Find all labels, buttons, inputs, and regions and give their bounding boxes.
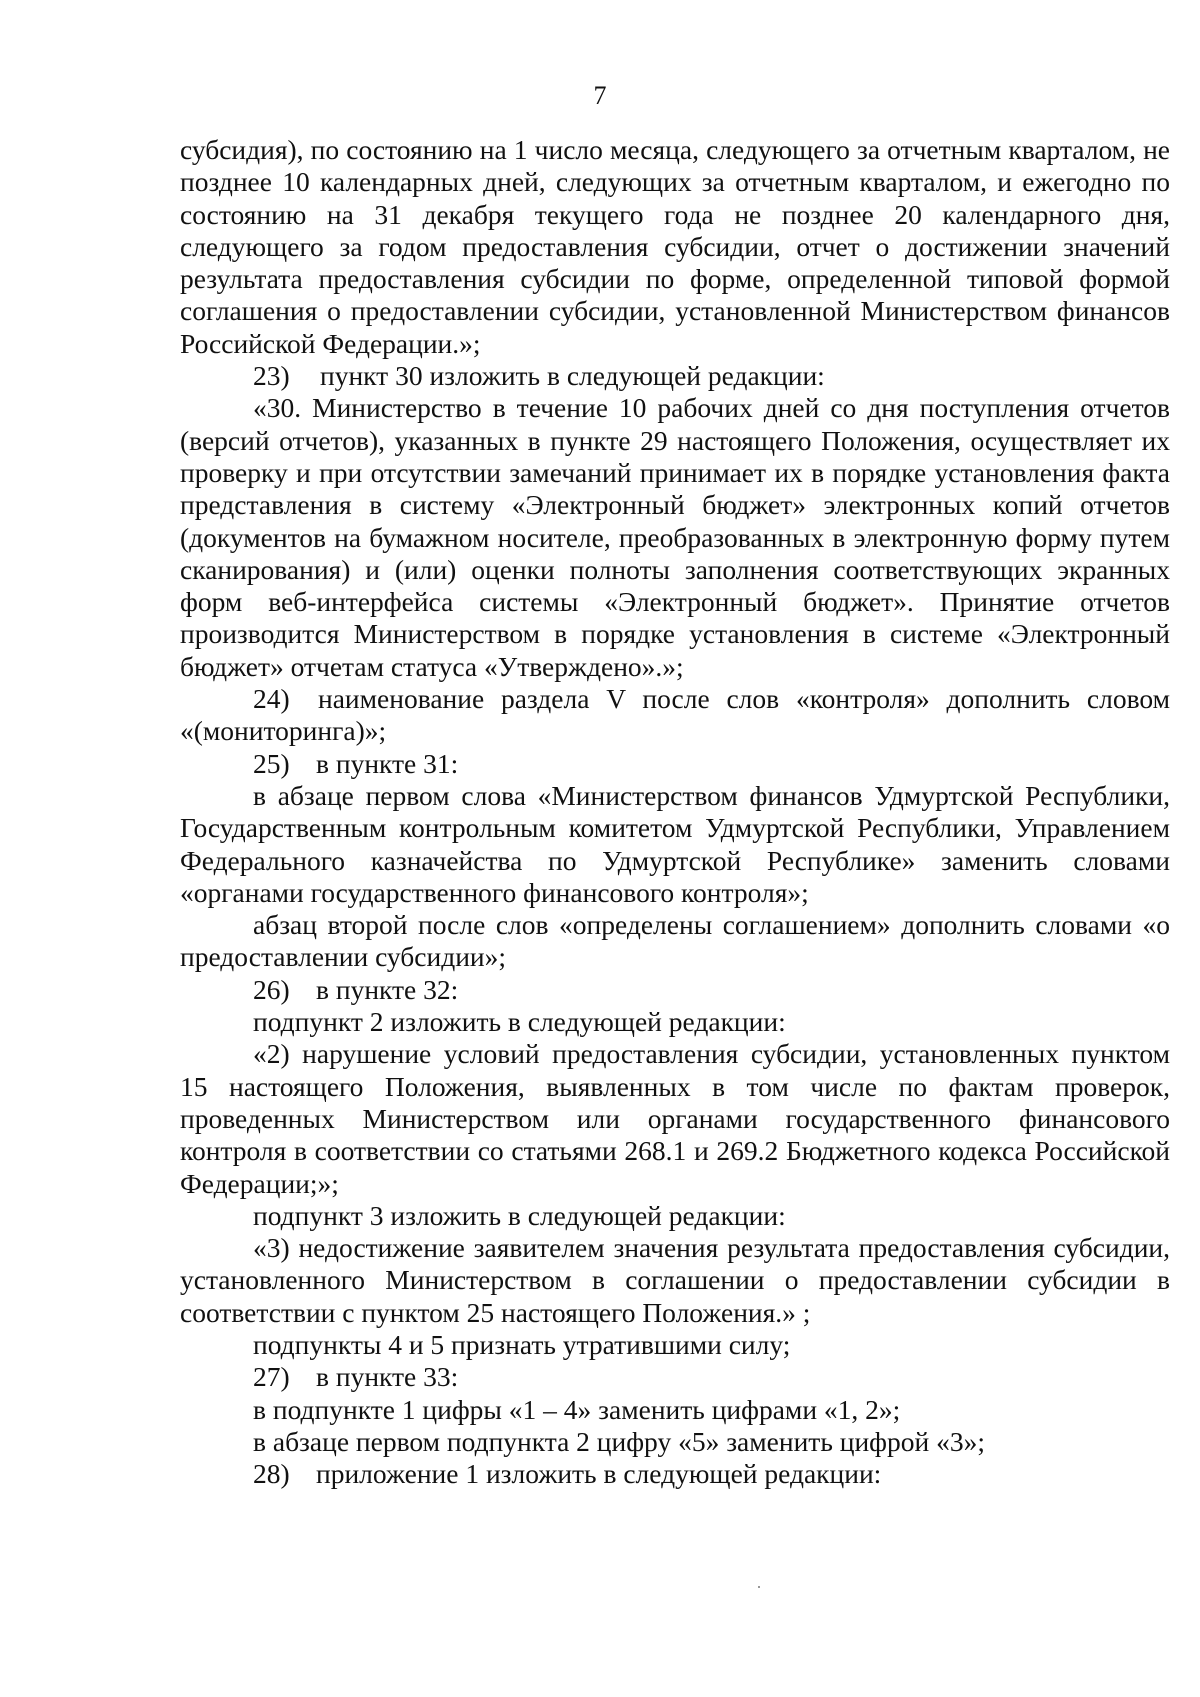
document-body <box>180 134 1170 1490</box>
list-item-24 <box>180 683 1170 748</box>
item-number: 28) <box>253 1458 290 1490</box>
paragraph-continuation: субсидия), по состоянию на 1 число месяца, следующего за отчетным кварталом, не позднее 10 календарных дней, следующих за отчетным кварталом, и ежегодно по состоянию на 31 декабря текущего года не позднее 20 календарного дня, следующего за годом предоставления субсидии, отчет о достижении значений результата предоставления субсидии по форме, определенной типовой формой соглашения о предоставлении субсидии, установленной Министерством финансов Российской Федерации.»; <box>180 134 1170 359</box>
item-number: 24) <box>253 683 290 715</box>
paragraph-subclause-3-intro: подпункт 3 изложить в следующей редакции: <box>253 1199 786 1231</box>
scan-speck <box>758 1586 760 1588</box>
paragraph-clause-31-second: абзац второй после слов «определены соглашением» дополнить словами «о предоставлении субсидии»; <box>180 909 1170 973</box>
paragraph-clause-31-first: в абзаце первом слова «Министерством финансов Удмуртской Республики, Государственным контрольным комитетом Удмуртской Республики, Управлением Федерального казначейства по Удмуртской Республике» заменить словами «органами государственного финансового контроля»; <box>180 779 1170 908</box>
item-number: 27) <box>253 1361 290 1393</box>
list-item-25 <box>180 748 1170 780</box>
item-text: в пункте 32: <box>316 973 459 1005</box>
item-number: 23) <box>253 360 290 392</box>
item-number: 26) <box>253 973 290 1005</box>
list-item-27 <box>180 1361 1170 1393</box>
item-text: наименование раздела V после слов «контроля» дополнить словом «(мониторинга)»; <box>180 683 1170 747</box>
paragraph-clause-30: «30. Министерство в течение 10 рабочих дней со дня поступления отчетов (версий отчетов), указанных в пункте 29 настоящего Положения, осуществляет их проверку и при отсутствии замечаний принимает их в порядке установления факта представления в систему «Электронный бюджет» электронных копий отчетов (документов на бумажном носителе, преобразованных в электронную форму путем сканирования) и (или) оценки полноты заполнения соответствующих экранных форм веб-интерфейса системы «Электронный бюджет». Принятие отчетов производится Министерством в порядке установления в системе «Электронный бюджет» отчетам статуса «Утверждено».»; <box>180 392 1170 682</box>
paragraph-subclauses-4-5: подпункты 4 и 5 признать утратившими силу; <box>253 1328 791 1360</box>
list-item-28 <box>180 1458 1170 1490</box>
list-item-26 <box>180 974 1170 1006</box>
page-number: 7 <box>593 81 607 110</box>
item-text: приложение 1 изложить в следующей редакции: <box>316 1458 882 1490</box>
item-text: в пункте 33: <box>316 1361 459 1393</box>
paragraph-clause-33-sub1: в подпункте 1 цифры «1 – 4» заменить цифрами «1, 2»; <box>253 1393 901 1425</box>
item-text: в пункте 31: <box>316 747 459 779</box>
list-item-23 <box>180 360 1170 392</box>
item-number: 25) <box>253 747 290 779</box>
paragraph-subclause-2-intro: подпункт 2 изложить в следующей редакции: <box>253 1006 786 1038</box>
item-text: пункт 30 изложить в следующей редакции: <box>320 360 825 392</box>
paragraph-subclause-3: «3) недостижение заявителем значения результата предоставления субсидии, установленного Министерством в соглашении о предоставлении субсидии в соответствии с пунктом 25 настоящего Положения.» ; <box>180 1232 1170 1328</box>
paragraph-subclause-2: «2) нарушение условий предоставления субсидии, установленных пунктом 15 настоящего Положения, выявленных в том числе по фактам проверок, проведенных Министерством или органами государственного финансового контроля в соответствии со статьями 268.1 и 269.2 Бюджетного кодекса Российской Федерации;»; <box>180 1038 1170 1199</box>
paragraph-clause-33-sub2: в абзаце первом подпункта 2 цифру «5» заменить цифрой «3»; <box>253 1425 985 1457</box>
